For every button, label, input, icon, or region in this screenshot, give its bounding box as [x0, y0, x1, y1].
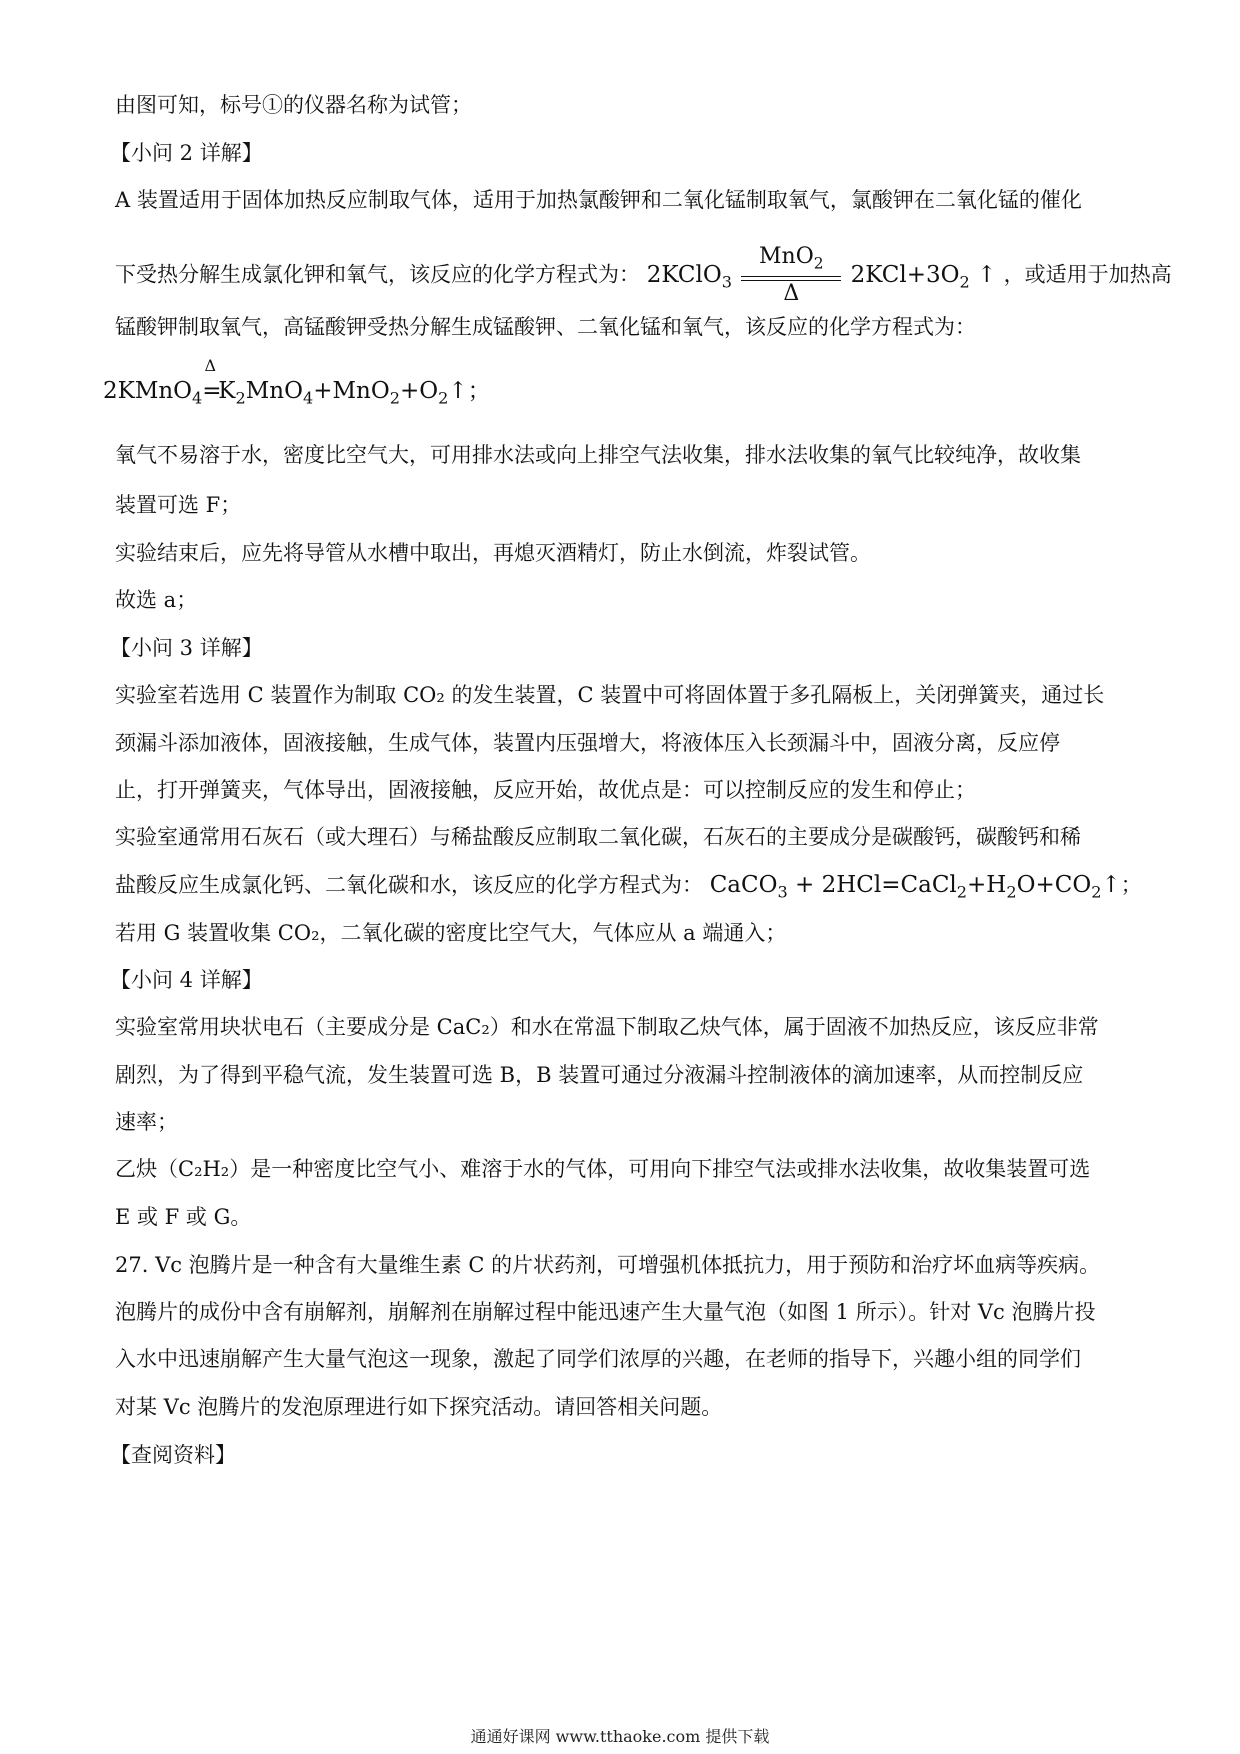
eq-subscript: 2: [956, 882, 968, 902]
reaction-condition: [741, 244, 841, 307]
eq-term: 2KCl+3O: [850, 261, 960, 288]
text-line: 若用 G 装置收集 CO₂，二氧化碳的密度比空气大，气体应从 a 端通入；: [115, 921, 787, 945]
eq-term: 2KClO: [646, 261, 722, 288]
text-line: E 或 F 或 G。: [115, 1205, 252, 1229]
text-line: 对某 Vc 泡腾片的发泡原理进行如下探究活动。请回答相关问题。: [115, 1395, 723, 1419]
eq-term: MnO: [245, 378, 303, 404]
gas-arrow-icon: ↑: [977, 261, 997, 288]
eq-term: +H: [967, 872, 1007, 898]
caco3-equation: [709, 872, 1121, 902]
eq-subscript: 2: [438, 388, 449, 408]
text-line: 止，打开弹簧夹，气体导出，固液接触，反应开始，故优点是：可以控制反应的发生和停止；: [115, 778, 976, 802]
question-line: 27. Vc 泡腾片是一种含有大量维生素 C 的片状药剂，可增强机体抵抗力，用于预防和治疗坏血病等疾病。: [115, 1253, 1101, 1277]
heat-label: Δ: [204, 356, 217, 375]
eq-subscript: 3: [777, 882, 788, 902]
section-heading: 【小问 4 详解】: [110, 968, 263, 992]
text-line: 锰酸钾制取氧气，高锰酸钾受热分解生成锰酸钾、二氧化锰和氧气，该反应的化学方程式为：: [115, 315, 976, 339]
text-line: 颈漏斗添加液体，固液接触，生成气体，装置内压强增大，将液体压入长颈漏斗中，固液分离，反应停: [115, 731, 1060, 755]
eq-term: O+CO: [1016, 872, 1092, 898]
kclo3-equation: [646, 244, 1004, 307]
text-line: 氧气不易溶于水，密度比空气大，可用排水法或向上排空气法收集，排水法收集的氧气比较纯净，故收集: [115, 443, 1081, 467]
text-line: 实验结束后，应先将导管从水槽中取出，再熄灭酒精灯，防止水倒流，炸裂试管。: [115, 541, 871, 565]
eq-subscript: 2: [1091, 882, 1102, 902]
eq-term: 2KMnO: [103, 378, 193, 404]
gas-arrow-icon: ↑: [1101, 872, 1121, 898]
text-line: 实验室若选用 C 装置作为制取 CO₂ 的发生装置，C 装置中可将固体置于多孔隔板上，关闭弹簧夹，通过长: [115, 683, 1105, 707]
eq-term: +MnO: [313, 378, 390, 404]
text-line: 实验室常用块状电石（主要成分是 CaC₂）和水在常温下制取乙炔气体，属于固液不加热反应，该反应非常: [115, 1015, 1099, 1039]
text-fragment: 下受热分解生成氯化钾和氧气，该反应的化学方程式为：: [115, 262, 640, 287]
gas-arrow-icon: ↑: [448, 378, 468, 404]
eq-term: +O: [399, 378, 439, 404]
text-line: 泡腾片的成份中含有崩解剂，崩解剂在崩解过程中能迅速产生大量气泡（如图 1 所示）。针对 Vc 泡腾片投: [115, 1300, 1096, 1324]
eq-subscript: 2: [1006, 882, 1017, 902]
text-line: 实验室通常用石灰石（或大理石）与稀盐酸反应制取二氧化碳，石灰石的主要成分是碳酸钙，碳酸钙和稀: [115, 825, 1081, 849]
text-line-with-equation: [115, 244, 1172, 307]
text-line: 故选 a；: [115, 588, 198, 612]
eq-subscript: 2: [389, 388, 400, 408]
punctuation: ；: [467, 378, 491, 404]
equals-sign: =: [202, 378, 222, 404]
text-line: 由图可知，标号①的仪器名称为试管；: [115, 93, 472, 117]
eq-subscript: 3: [721, 272, 732, 292]
text-line: 装置可选 F；: [115, 493, 242, 517]
text-fragment: ，或适用于加热高: [1003, 262, 1172, 287]
text-line: 剧烈，为了得到平稳气流，发生装置可选 B，B 装置可通过分液漏斗控制液体的滴加速率，从而控制反应: [115, 1063, 1084, 1087]
heat-label: Δ: [783, 281, 800, 307]
catalyst-label: MnO$_2$: [759, 244, 824, 273]
section-heading: 【查阅资料】: [110, 1443, 236, 1467]
section-heading: 【小问 2 详解】: [110, 141, 263, 165]
text-line: 入水中迅速崩解产生大量气泡这一现象，激起了同学们浓厚的兴趣，在老师的指导下，兴趣小组的同学们: [115, 1347, 1081, 1371]
text-line: 乙炔（C₂H₂）是一种密度比空气小、难溶于水的气体，可用向下排空气法或排水法收集，故收集装置可选: [115, 1157, 1091, 1181]
heat-condition: [202, 356, 222, 406]
text-line-with-equation: [115, 870, 1142, 908]
eq-term: K: [218, 378, 236, 404]
text-fragment: 盐酸反应生成氯化钙、二氧化碳和水，该反应的化学方程式为：: [115, 873, 703, 897]
eq-subscript: 2: [959, 272, 970, 292]
text-line: 速率；: [115, 1110, 178, 1134]
eq-term: + 2HCl=CaCl: [787, 872, 957, 898]
punctuation: ；: [1120, 873, 1142, 897]
eq-subscript: 4: [192, 388, 203, 408]
text-line: A 装置适用于固体加热反应制取气体，适用于加热氯酸钾和二氧化锰制取氧气，氯酸钾在二氧化锰的催化: [115, 188, 1082, 212]
kmno4-equation: [103, 356, 1130, 414]
section-heading: 【小问 3 详解】: [110, 636, 263, 660]
eq-subscript: 4: [302, 388, 314, 408]
eq-subscript: 2: [235, 388, 246, 408]
eq-term: CaCO: [709, 872, 778, 898]
footer-watermark: 通通好课网 www.tthaoke.com 提供下载: [470, 1727, 770, 1746]
